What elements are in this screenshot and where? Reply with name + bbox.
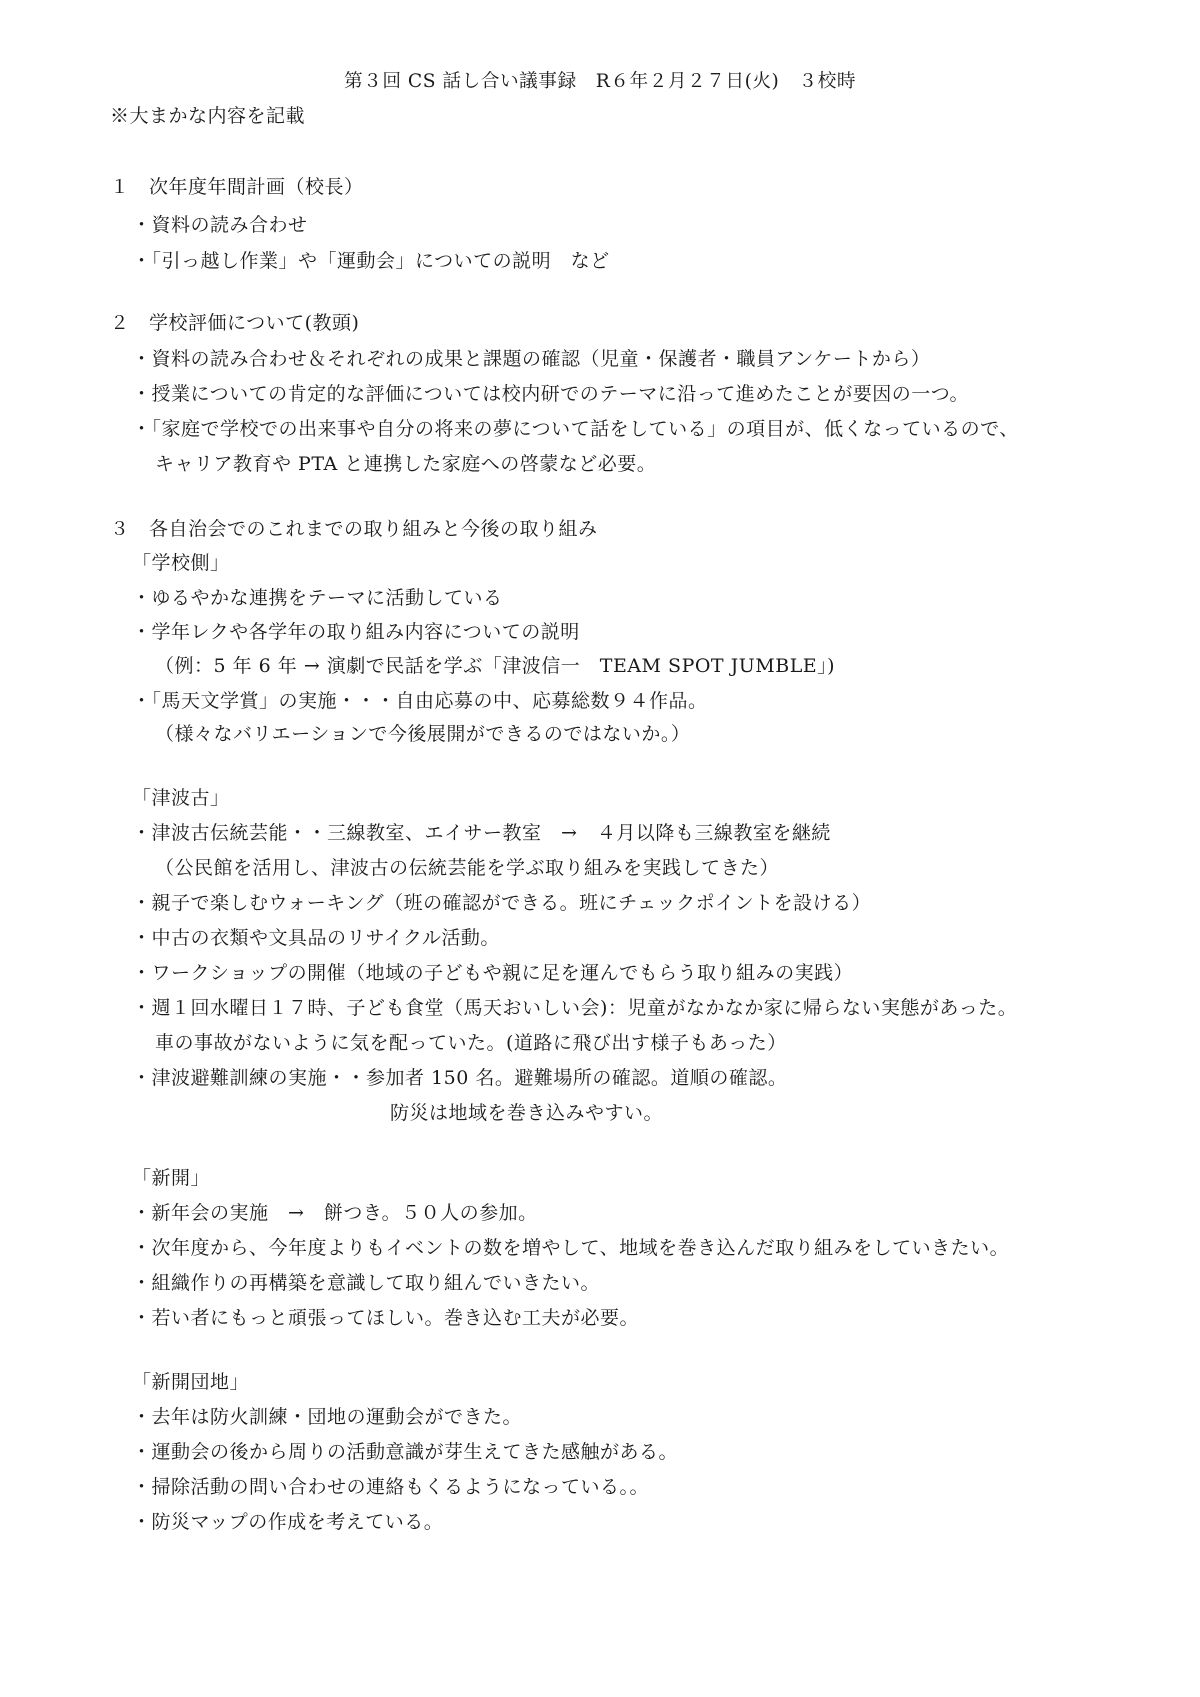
section-heading: １ 次年度年間計画（校長） <box>110 176 364 198</box>
group-name: 「学校側」 <box>132 552 230 574</box>
list-item: ・授業についての肯定的な評価については校内研でのテーマに沿って進めたことが要因の一つ。 <box>132 383 969 405</box>
list-item: ・津波古伝統芸能・・三線教室、エイサー教室 → ４月以降も三線教室を継続 <box>132 822 831 844</box>
group-name: 「新開団地」 <box>132 1371 250 1393</box>
list-item: ・掃除活動の問い合わせの連絡もくるようになっている。。 <box>132 1476 650 1498</box>
list-item-continuation: （公民館を活用し、津波古の伝統芸能を学ぶ取り組みを実践してきた） <box>155 857 780 879</box>
list-item: ・「馬天文学賞」の実施・・・自由応募の中、応募総数９４作品。 <box>132 690 708 712</box>
list-item: ・週１回水曜日１７時、子ども食堂（馬天おいしい会)：児童がなかなか家に帰らない実態があった。 <box>132 997 1018 1019</box>
list-item-continuation: 防災は地域を巻き込みやすい。 <box>390 1102 664 1124</box>
list-item-continuation: （例：5 年 6 年 → 演劇で民話を学ぶ「津波信一 TEAM SPOT JUMBLE」) <box>155 655 836 677</box>
list-item: ・資料の読み合わせ <box>132 214 308 236</box>
list-item: ・学年レクや各学年の取り組み内容についての説明 <box>132 621 580 643</box>
list-item: ・資料の読み合わせ＆それぞれの成果と課題の確認（児童・保護者・職員アンケートから） <box>132 348 931 370</box>
list-item: ・運動会の後から周りの活動意識が芽生えてきた感触がある。 <box>132 1441 679 1463</box>
list-item: ・去年は防火訓練・団地の運動会ができた。 <box>132 1406 523 1428</box>
list-item-continuation: （様々なバリエーションで今後展開ができるのではないか。） <box>155 723 691 745</box>
list-item: ・次年度から、今年度よりもイベントの数を増やして、地域を巻き込んだ取り組みをしていきたい。 <box>132 1237 1010 1259</box>
list-item: ・「引っ越し作業」や「運動会」についての説明 など <box>132 250 610 272</box>
list-item: ・津波避難訓練の実施・・参加者 150 名。避難場所の確認。道順の確認。 <box>132 1067 788 1089</box>
list-item: ・中古の衣類や文具品のリサイクル活動。 <box>132 927 500 949</box>
list-item: ・ワークショップの開催（地域の子どもや親に足を運んでもらう取り組みの実践） <box>132 962 854 984</box>
page-title: 第３回 CS 話し合い議事録 R６年２月２７日(火) ３校時 <box>343 71 857 92</box>
list-item: ・若い者にもっと頑張ってほしい。巻き込む工夫が必要。 <box>132 1307 640 1329</box>
group-name: 「新開」 <box>132 1167 211 1189</box>
section-heading: ２ 学校評価について(教頭) <box>110 312 360 334</box>
note: ※大まかな内容を記載 <box>110 105 306 127</box>
list-item-continuation: 車の事故がないように気を配っていた。(道路に飛び出す様子もあった） <box>155 1032 787 1054</box>
group-name: 「津波古」 <box>132 787 230 809</box>
list-item: ・ゆるやかな連携をテーマに活動している <box>132 587 503 609</box>
list-item-continuation: キャリア教育や PTA と連携した家庭への啓蒙など必要。 <box>155 453 657 475</box>
list-item: ・組織作りの再構築を意識して取り組んでいきたい。 <box>132 1272 601 1294</box>
section-heading: ３ 各自治会でのこれまでの取り組みと今後の取り組み <box>110 518 598 540</box>
list-item: ・親子で楽しむウォーキング（班の確認ができる。班にチェックポイントを設ける） <box>132 892 872 914</box>
list-item: ・「家庭で学校での出来事や自分の将来の夢について話をしている」の項目が、低くなっているので、 <box>132 418 1019 440</box>
list-item: ・新年会の実施 → 餅つき。５０人の参加。 <box>132 1202 538 1224</box>
list-item: ・防災マップの作成を考えている。 <box>132 1511 444 1533</box>
